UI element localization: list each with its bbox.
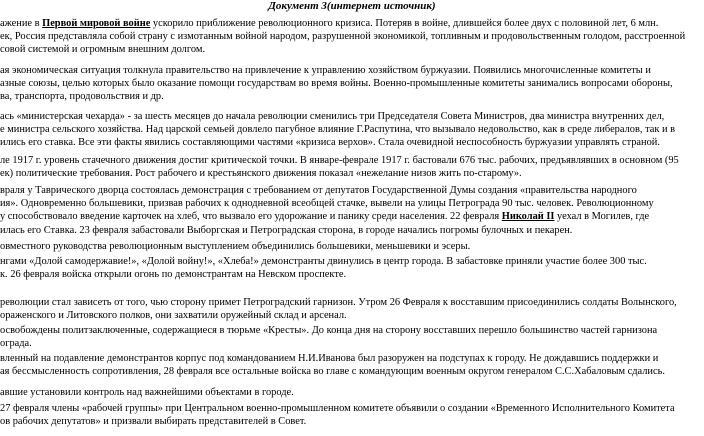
- paragraph: [0, 154, 704, 180]
- text-run: илась его Ставка. 23 февраля забастовали Выборгская и Петроградская сторона, в городе начались погромы булочных и пекарен.: [0, 224, 573, 236]
- text-run: у способствовало введение карточек на хлеб, что вызвало его удорожание и панику среди населения. 22 февраля: [0, 211, 502, 223]
- text-run: к. 26 февраля войска открыли огонь по демонстрантам на Невском проспекте.: [0, 269, 347, 281]
- paragraph-line: [0, 184, 704, 197]
- text-run: ов рабочих депутатов» и призвали выбирать представителей в Совет.: [0, 416, 307, 428]
- text-run: азные союзы, целью которых было оказание помощи государствам во время войны. Военно-промышленные комитеты занимались вопросами обороны,: [0, 78, 673, 90]
- paragraph-line: [0, 64, 704, 77]
- paragraph-line: [0, 268, 704, 281]
- paragraph-line: [0, 415, 704, 428]
- text-run: ек) политические требования. Рост рабочего и крестьянского движения показал «нежелание низов жить по-старому».: [0, 168, 522, 180]
- paragraph: [0, 324, 704, 350]
- text-run: ая бессмысленность сопротивления, 28 февраля все остальные войска во главе с командующим военным округом генералом С.С.Хабаловым сдались.: [0, 366, 665, 378]
- text-run: вленный на подавление демонстрантов корпус под командованием Н.И.Иванова был разоружен на подступах к городу. Не дождавшись поддержки и: [0, 353, 659, 364]
- hyperlink[interactable]: Николай II: [501, 211, 555, 223]
- paragraph-line: [0, 240, 704, 253]
- text-run: ораженского и Литовского полков, они захватили оружейный склад и арсенал.: [0, 310, 347, 322]
- paragraph: [0, 386, 704, 399]
- text-run: ажение в: [0, 18, 43, 29]
- text-run: освобождены политзаключенные, содержащиеся в тюрьме «Кресты». До конца дня на сторону восставших перешло большинство частей гарнизона: [0, 325, 658, 336]
- paragraph-line: [0, 255, 704, 268]
- paragraph: [0, 402, 704, 428]
- text-run: ва, транспорта, продовольствия и др.: [0, 91, 164, 103]
- paragraph-line: [0, 402, 704, 415]
- text-run: 27 февраля члены «рабочей группы» при Центральном военно-промышленном комитете объявили о создании «Временного Исполнительного Комитета: [0, 403, 675, 414]
- text-run: авшие установили контроль над важнейшими объектами в городе.: [0, 387, 294, 398]
- paragraph-line: [0, 296, 704, 309]
- paragraph-line: [0, 224, 704, 237]
- paragraph: [0, 255, 704, 281]
- paragraph-line: [0, 30, 704, 43]
- text-run: овместного руководства революционным выступлением объединились большевики, меньшевики и эсеры.: [0, 241, 471, 252]
- paragraph-line: [0, 352, 704, 365]
- text-run: нгами «Долой самодержавие!», «Долой войну!», «Хлеба!» демонстранты двинулись в центр города. В забастовке приняли участие более 300 тыс.: [0, 256, 647, 267]
- paragraph-line: [0, 123, 704, 136]
- paragraph: [0, 352, 704, 378]
- document-title: Документ 3(интернет источник): [268, 0, 436, 12]
- paragraph-line: [0, 17, 704, 30]
- paragraph: [0, 17, 704, 57]
- text-run: ограда.: [0, 338, 32, 350]
- paragraph: [0, 296, 704, 322]
- hyperlink[interactable]: Первой мировой войне: [42, 18, 151, 29]
- text-run: ась «министерская чехарда» - за шесть месяцев до начала революции сменились три Председателя Совета Министров, два министра внутренних дел,: [0, 111, 665, 122]
- paragraph-line: [0, 90, 704, 103]
- paragraph: [0, 110, 704, 150]
- text-run: уехал в Могилев, где: [554, 211, 650, 223]
- paragraph-line: [0, 324, 704, 337]
- paragraph-line: [0, 365, 704, 378]
- paragraph-line: [0, 167, 704, 180]
- text-run: совой системой и огромным внешним долгом.: [0, 44, 206, 56]
- text-run: ек, Россия представляла собой страну с измотанным войной народом, разрушенной экономикой, топливным и продовольственным голодом, расстроенной: [0, 31, 686, 43]
- paragraph-line: [0, 154, 704, 167]
- paragraph-line: [0, 309, 704, 322]
- paragraph-line: [0, 210, 704, 223]
- paragraph: [0, 240, 704, 253]
- paragraph: [0, 184, 704, 237]
- paragraph-line: [0, 136, 704, 149]
- paragraph-line: [0, 110, 704, 123]
- paragraph-line: [0, 337, 704, 350]
- text-run: ускорило приближение революционного кризиса. Потеряв в войне, длившейся более двух с половиной лет, 6 млн.: [150, 18, 659, 29]
- text-run: ились его ставка. Все эти факты явились составляющими частями «кризиса верхов». Стала очевидной неспособность буржуазии управлять страной.: [0, 137, 660, 149]
- paragraph: [0, 64, 704, 104]
- paragraph-line: [0, 197, 704, 210]
- text-run: ле 1917 г. уровень стачечного движения достиг критической точки. В январе-феврале 1917 г. бастовали 676 тыс. рабочих, предъявлявших в основном (95: [0, 155, 679, 166]
- text-run: е министра сельского хозяйства. Над царской семьей довлело пагубное влияние Г.Распутина, что вызывало недовольство, как в среде либералов, так и в: [0, 124, 676, 136]
- paragraph-line: [0, 43, 704, 56]
- text-run: ая экономическая ситуация толкнула правительство на привлечение к управлению хозяйством буржуазии. Появились многочисленные комитеты и: [0, 65, 651, 76]
- text-run: ия». Одновременно большевики, призвав рабочих к однодневной всеобщей стачке, вывели на улицы Петрограда 90 тыс. человек. Революционному: [0, 198, 654, 210]
- text-run: враля у Таврического дворца состоялась демонстрация с требованием от депутатов Государственной Думы создания «правительства народного: [0, 185, 637, 196]
- text-run: революции стал зависеть от того, чью сторону примет Петроградский гарнизон. Утром 26 Февраля к восставшим присоединились солдаты Волынского,: [0, 297, 677, 308]
- paragraph-line: [0, 386, 704, 399]
- paragraph-line: [0, 77, 704, 90]
